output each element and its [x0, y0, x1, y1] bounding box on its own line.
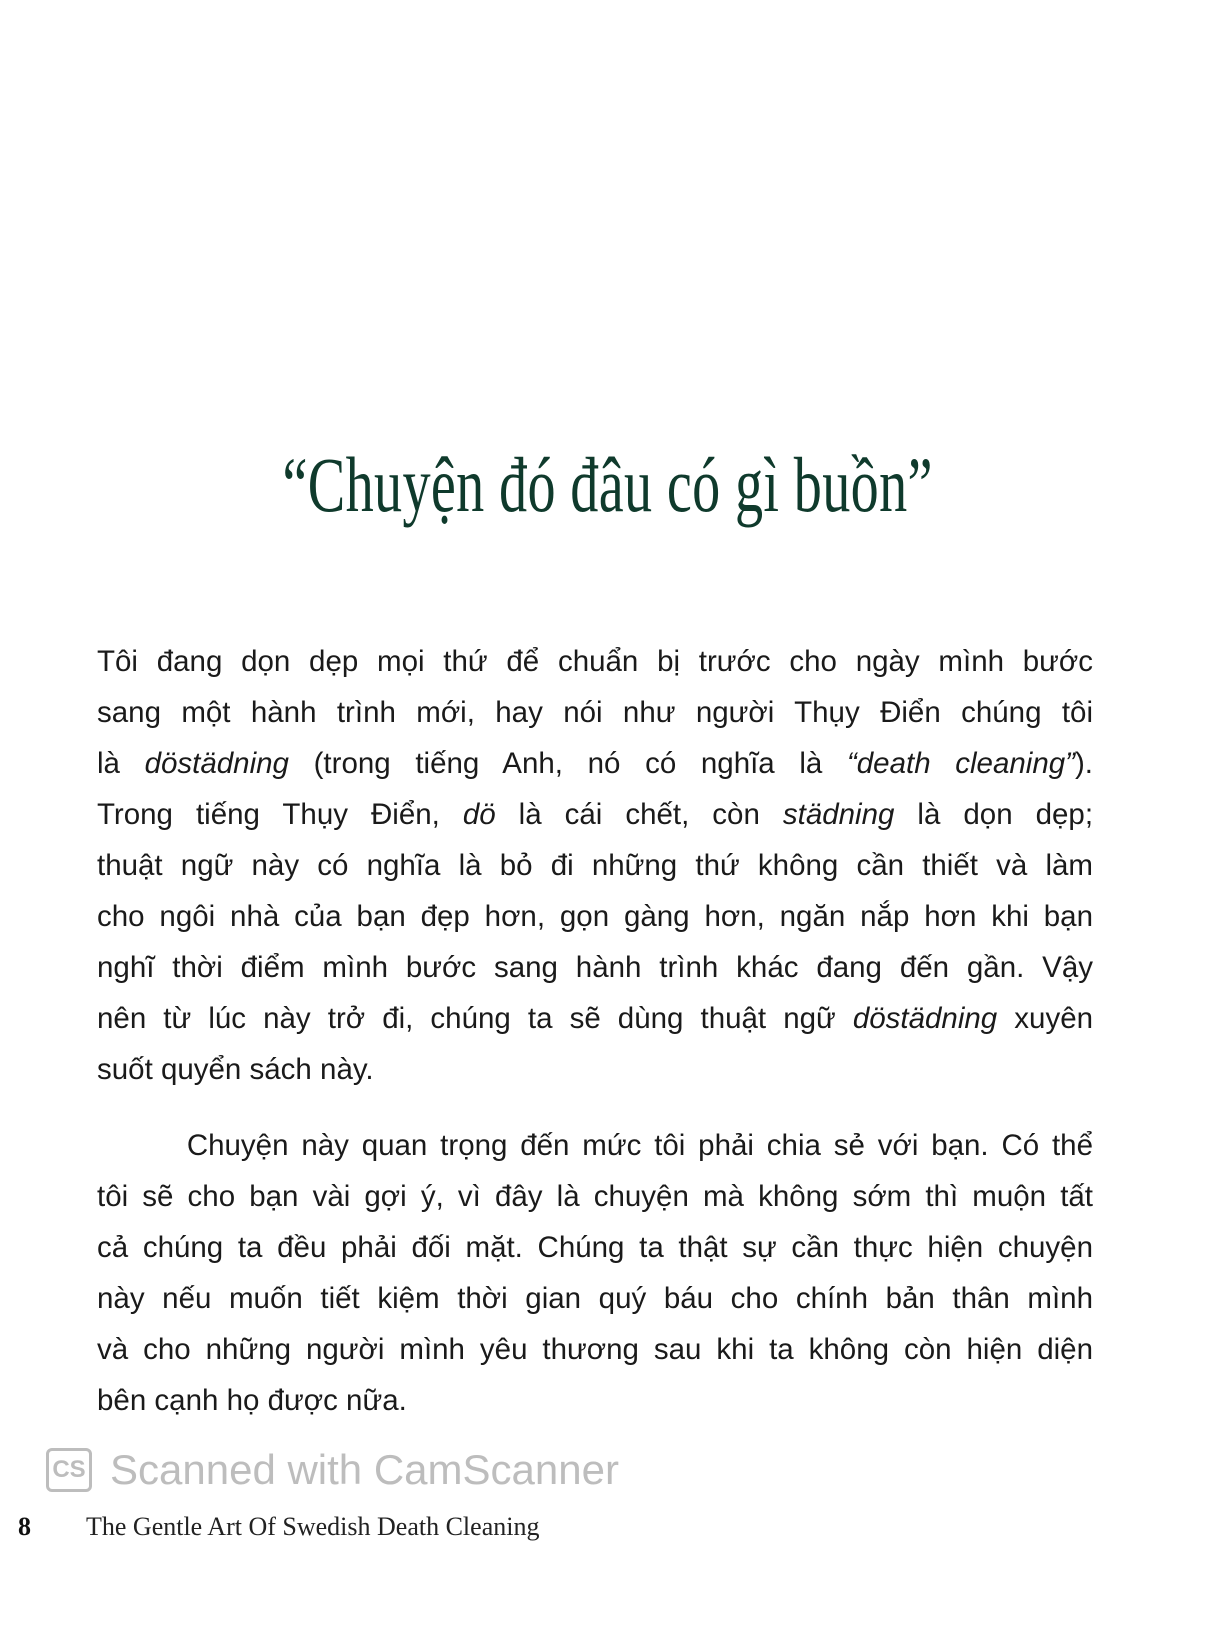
text-run: Trong tiếng Thụy Điển, — [97, 798, 463, 831]
text-run: là — [97, 747, 145, 780]
text-line — [97, 942, 1093, 993]
watermark-text: Scanned with CamScanner — [110, 1446, 619, 1493]
italic-term: “death cleaning” — [846, 747, 1075, 780]
text-run: này nếu muốn tiết kiệm thời gian quý báu cho chính bản thân mình — [97, 1282, 1093, 1315]
text-run: là cái chết, còn — [495, 798, 783, 831]
text-line — [97, 687, 1093, 738]
text-line — [97, 840, 1093, 891]
text-line — [97, 789, 1093, 840]
text-line — [97, 1222, 1093, 1273]
text-line — [97, 891, 1093, 942]
text-run: (trong tiếng Anh, nó có nghĩa là — [288, 747, 847, 780]
italic-term: döstädning — [852, 1002, 998, 1035]
paragraph-1 — [97, 636, 1093, 1095]
text-run: sang một hành trình mới, hay nói như người Thụy Điển chúng tôi — [97, 696, 1093, 729]
running-footer-title: The Gentle Art Of Swedish Death Cleaning — [86, 1512, 540, 1541]
text-run: suốt quyển sách này. — [97, 1053, 374, 1086]
text-run: bên cạnh họ được nữa. — [97, 1384, 407, 1417]
text-line — [97, 738, 1093, 789]
text-line — [97, 1171, 1093, 1222]
chapter-title — [0, 440, 1216, 530]
text-run: cho ngôi nhà của bạn đẹp hơn, gọn gàng hơn, ngăn nắp hơn khi bạn — [97, 900, 1093, 933]
text-line — [97, 1324, 1093, 1375]
text-run: và cho những người mình yêu thương sau khi ta không còn hiện diện — [97, 1333, 1093, 1366]
italic-term: städning — [782, 798, 895, 831]
paragraph-2 — [97, 1120, 1093, 1426]
text-line — [97, 1044, 1093, 1095]
text-run: nghĩ thời điểm mình bước sang hành trình khác đang đến gần. Vậy — [97, 951, 1093, 984]
text-line — [97, 1273, 1093, 1324]
text-run: cả chúng ta đều phải đối mặt. Chúng ta thật sự cần thực hiện chuyện — [97, 1231, 1093, 1264]
text-run: Tôi đang dọn dẹp mọi thứ để chuẩn bị trước cho ngày mình bước — [97, 645, 1093, 678]
chapter-title-text: “Chuyện đó đâu có gì buồn” — [282, 441, 934, 528]
page-number: 8 — [18, 1512, 31, 1541]
italic-term: dö — [462, 798, 496, 831]
text-line — [97, 993, 1093, 1044]
text-line — [97, 1375, 1093, 1426]
text-run: xuyên — [997, 1002, 1094, 1035]
text-run: Chuyện này quan trọng đến mức tôi phải chia sẻ với bạn. Có thể — [97, 1129, 1093, 1162]
text-run: thuật ngữ này có nghĩa là bỏ đi những thứ không cần thiết và làm — [97, 849, 1093, 882]
camscanner-logo-icon: CS — [46, 1448, 92, 1492]
italic-term: döstädning — [144, 747, 289, 780]
camscanner-watermark — [46, 1446, 619, 1494]
text-run: nên từ lúc này trở đi, chúng ta sẽ dùng thuật ngữ — [97, 1002, 853, 1035]
text-run: ). — [1074, 747, 1093, 780]
text-run: là dọn dẹp; — [894, 798, 1094, 831]
text-line — [97, 1120, 1093, 1171]
text-line — [97, 636, 1093, 687]
text-run: tôi sẽ cho bạn vài gợi ý, vì đây là chuyện mà không sớm thì muộn tất — [97, 1180, 1093, 1213]
